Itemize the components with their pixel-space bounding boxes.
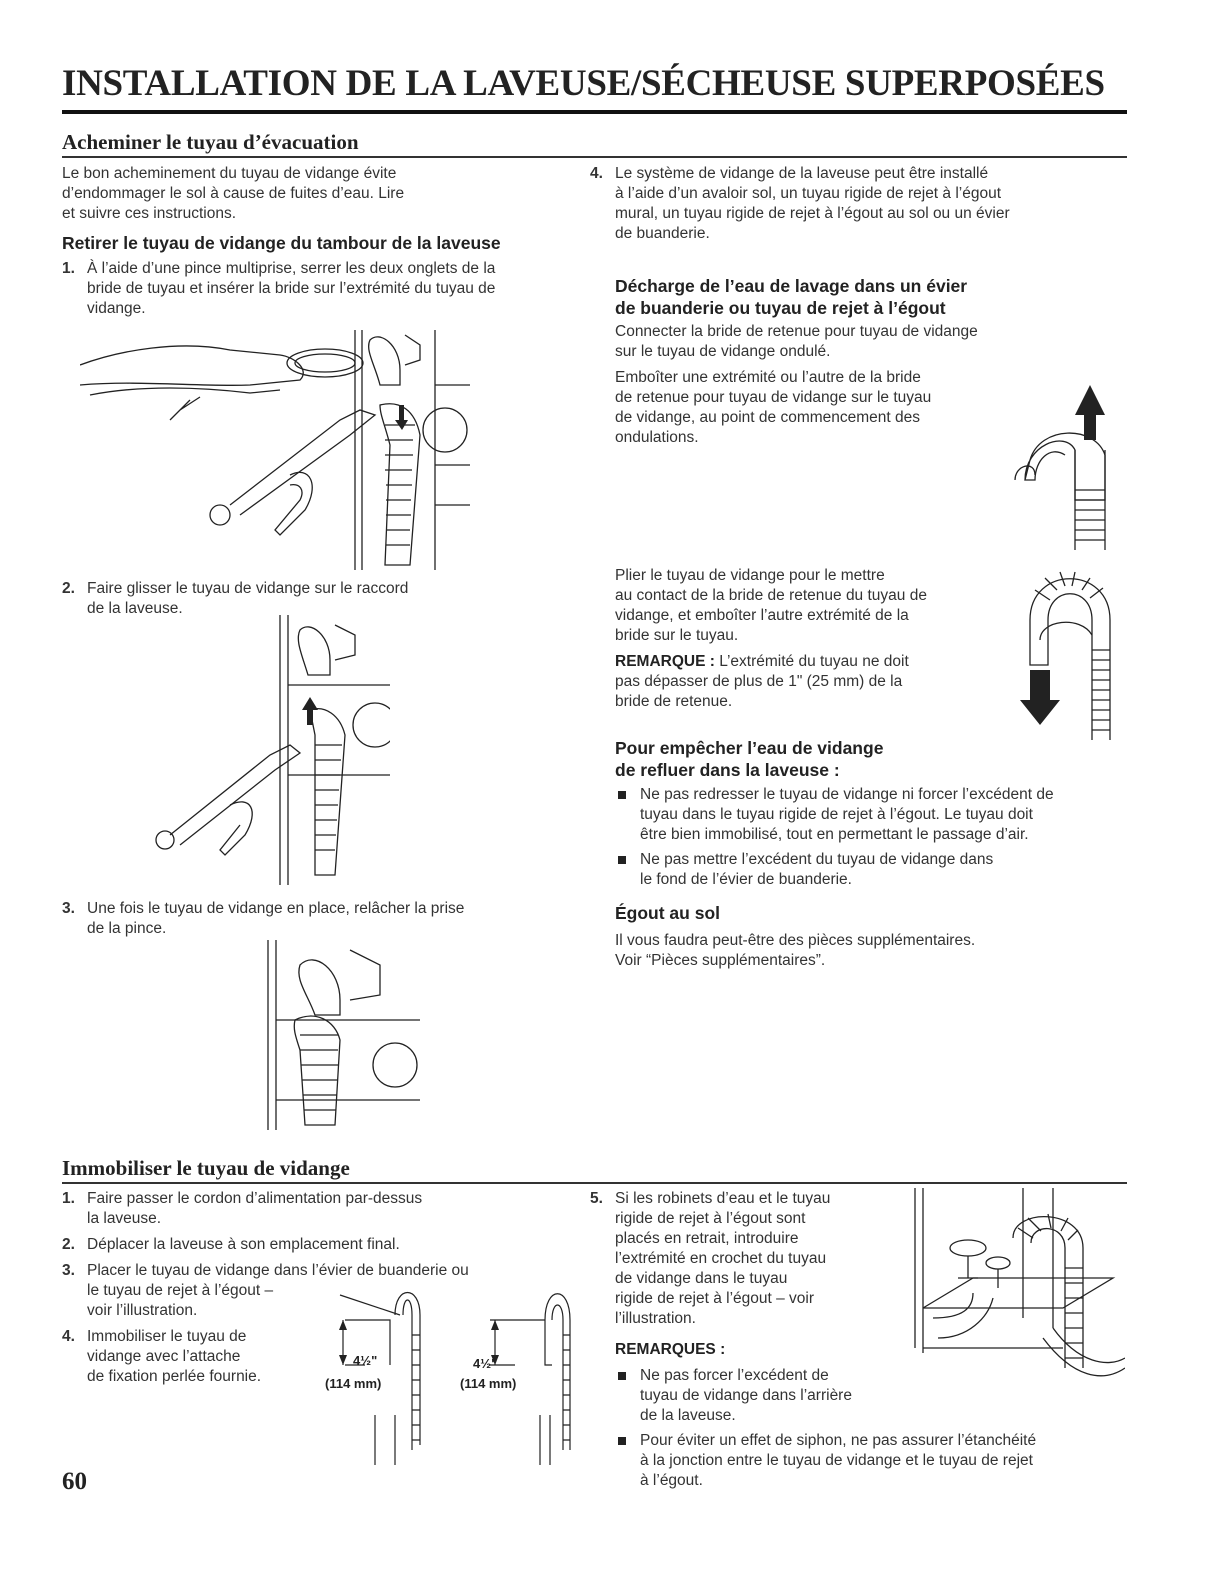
secure-step-3: 3. Placer le tuyau de vidange dans l’évier de buanderie ou le tuyau de rejet à l’égout – voir l’illustration. [62, 1262, 469, 1319]
remarque-bullet-2: Pour éviter un effet de siphon, ne pas assurer l’étanchéité à la jonction entre le tuyau de vidange et le tuyau de rejet à l’égout. [615, 1431, 1160, 1491]
dim-label-2: 4½" [473, 1356, 498, 1371]
discharge-note: REMARQUE : L’extrémité du tuyau ne doit pas dépasser de plus de 1" (25 mm) de la bride de retenue. [615, 653, 909, 710]
bullet-prevent-2: Ne pas mettre l’excédent du tuyau de vidange dans le fond de l’évier de buanderie. [615, 850, 1160, 890]
discharge-p3: Plier le tuyau de vidange pour le mettre au contact de la bride de retenue du tuyau de vidange, et emboîter l’autre extrémité de la bride sur le tuyau. [615, 567, 927, 644]
step-2: 2. Faire glisser le tuyau de vidange sur le raccord de la laveuse. [62, 580, 409, 617]
illustration-hose-bend [1010, 560, 1120, 745]
dim-mm-2: (114 mm) [460, 1376, 517, 1391]
heading-discharge: Décharge de l’eau de lavage dans un évier de buanderie ou tuyau de rejet à l’égout [615, 276, 968, 318]
remarques-label: REMARQUES : [615, 1341, 726, 1358]
illustration-release-clamp [260, 940, 420, 1130]
remarque-bullet-1: Ne pas forcer l’excédent de tuyau de vidange dans l’arrière de la laveuse. [615, 1366, 940, 1426]
illustration-hose-height-1 [315, 1285, 425, 1465]
illustration-slide-hose [150, 615, 390, 885]
secure-step-5: 5. Si les robinets d’eau et le tuyau rigide de rejet à l’égout sont placés en retrait, introduire l’extrémité en crochet du tuyau de vidange dans le tuyau rigide de rejet à l’égout – voir l’illustration. [590, 1190, 831, 1327]
step-4: 4. Le système de vidange de la laveuse peut être installé à l’aide d’un avaloir sol, un tuyau rigide de rejet à l’égout mural, un tuyau rigide de rejet à l’égout au sol ou un évier de buanderie. [590, 165, 1010, 242]
section-rule [62, 156, 1127, 158]
heading-floor-drain: Égout au sol [615, 903, 720, 923]
illustration-pliers-clamp [80, 325, 470, 570]
illustration-faucets-standpipe [913, 1188, 1125, 1398]
section-rule-2 [62, 1182, 1127, 1184]
step-3: 3. Une fois le tuyau de vidange en place, relâcher la prise de la pince. [62, 900, 465, 937]
bullet-prevent-1: Ne pas redresser le tuyau de vidange ni forcer l’excédent de tuyau dans le tuyau rigide de rejet à l’égout. Le tuyau doit être bien immobilisé, tout en permettant le passage d’air. [615, 785, 1160, 845]
dim-label-1: 4½" [353, 1353, 378, 1368]
page-title: INSTALLATION DE LA LAVEUSE/SÉCHEUSE SUPERPOSÉES [62, 63, 1105, 104]
secure-step-1: 1. Faire passer le cordon d’alimentation par-dessus la laveuse. [62, 1190, 423, 1227]
note-label: REMARQUE : [615, 653, 715, 670]
heading-remove-drain-hose: Retirer le tuyau de vidange du tambour de la laveuse [62, 233, 501, 253]
intro-paragraph: Le bon acheminement du tuyau de vidange évite d’endommager le sol à cause de fuites d’eau. Lire et suivre ces instructions. [62, 165, 405, 222]
section-title-route-drain: Acheminer le tuyau d’évacuation [62, 130, 359, 154]
dim-mm-1: (114 mm) [325, 1376, 382, 1391]
page-number: 60 [62, 1468, 87, 1495]
floor-drain-text: Il vous faudra peut-être des pièces supplémentaires. Voir “Pièces supplémentaires”. [615, 932, 976, 969]
discharge-p1: Connecter la bride de retenue pour tuyau de vidange sur le tuyau de vidange ondulé. [615, 323, 978, 360]
illustration-clip-attach [1010, 370, 1120, 550]
secure-step-2: 2. Déplacer la laveuse à son emplacement final. [62, 1236, 400, 1253]
title-rule [62, 110, 1127, 114]
heading-prevent-backflow: Pour empêcher l’eau de vidange de refluer dans la laveuse : [615, 738, 884, 780]
secure-step-4: 4. Immobiliser le tuyau de vidange avec l’attache de fixation perlée fournie. [62, 1328, 262, 1385]
discharge-p2: Emboîter une extrémité ou l’autre de la bride de retenue pour tuyau de vidange sur le tuyau de vidange, au point de commencement des ondulations. [615, 369, 932, 446]
illustration-hose-height-2 [455, 1285, 575, 1465]
section-title-secure-hose: Immobiliser le tuyau de vidange [62, 1156, 350, 1180]
step-1: 1. À l’aide d’une pince multiprise, serrer les deux onglets de la bride de tuyau et insérer la bride sur l’extrémité du tuyau de vidange. [62, 260, 496, 317]
